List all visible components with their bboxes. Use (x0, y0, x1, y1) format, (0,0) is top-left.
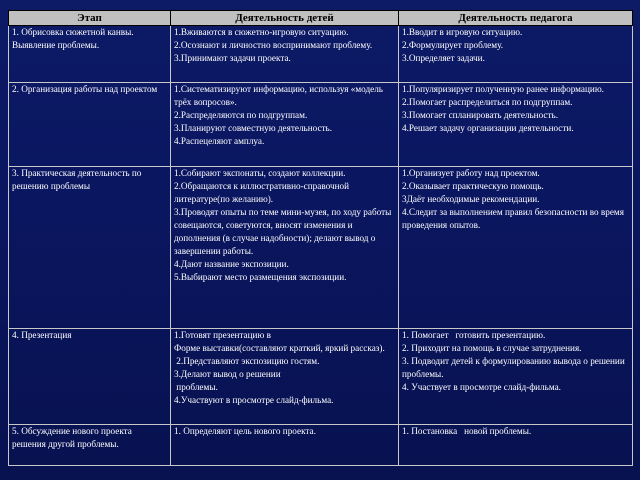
list-item: 2.Помогает распределиться по подгруппам. (402, 96, 573, 107)
list-item: 1.Популяризирует полученную ранее информацию. (402, 83, 604, 94)
list-item: 2.Формулирует проблему. (402, 40, 504, 50)
list-item: 3.Проводят опыты по теме мини-музея, по ходу работы совещаются, советуются, вносят изменения и дополнения (в случае надобности); делают вывод о завершении работы. (174, 207, 394, 257)
stage-cell: 1. Обрисовка сюжетной канвы. Выявление проблемы. (9, 26, 171, 83)
teacher-activity-cell (399, 82, 633, 167)
teacher-activity-cell (399, 26, 633, 83)
children-activity-cell (171, 328, 399, 424)
header-stage: Этап (9, 11, 171, 26)
stage-cell: 2. Организация работы над проектом (9, 82, 171, 167)
table-row (9, 328, 633, 424)
teacher-activity-cell (399, 425, 633, 466)
list-item: 4.Решает задачу организации деятельности. (402, 122, 574, 133)
list-item: 3Даёт необходимые рекомендации. (402, 194, 540, 205)
table-row (9, 82, 633, 167)
children-activity-cell (171, 82, 399, 167)
list-item: 3.Помогает спланировать деятельность. (402, 109, 558, 120)
table-row (9, 425, 633, 466)
list-item: 5.Выбирают место размещения экспозиции. (174, 272, 347, 283)
list-item: 2.Оказывает практическую помощь. (402, 181, 544, 192)
list-item: 1.Организует работу над проектом. (402, 168, 540, 179)
list-item: проблемы. (174, 381, 218, 392)
list-item: 1. Постановка новой проблемы. (402, 426, 532, 437)
list-item: 1.Готовят презентацию в (174, 329, 271, 340)
header-teacher-activity: Деятельность педагога (399, 11, 633, 26)
list-item: 3.Принимают задачи проекта. (174, 53, 291, 63)
teacher-activity-cell (399, 328, 633, 424)
stage-cell: 4. Презентация (9, 328, 171, 424)
children-activity-cell (171, 26, 399, 83)
list-item: 1. Помогает готовить презентацию. (402, 329, 546, 340)
list-item: Форме выставки(составляют краткий, яркий рассказ). (174, 342, 385, 353)
list-item: 4.Следит за выполнением правил безопасности во время проведения опытов. (402, 207, 627, 231)
children-activity-cell (171, 167, 399, 329)
list-item: 3.Планируют совместную деятельность. (174, 122, 333, 133)
header-children-activity: Деятельность детей (171, 11, 399, 26)
list-item: 3.Делают вывод о решении (174, 368, 281, 379)
list-item: 1. Определяют цель нового проекта. (174, 426, 316, 437)
teacher-activity-cell (399, 167, 633, 329)
list-item: 2. Приходит на помощь в случае затруднения. (402, 342, 582, 353)
project-stages-table (8, 10, 633, 466)
list-item: 4.Участвуют в просмотре слайд-фильма. (174, 394, 334, 405)
list-item: 2.Обращаются к иллюстративно-справочной литературе(по желанию). (174, 181, 352, 205)
list-item: 1.Вводит в игровую ситуацию. (402, 27, 523, 37)
list-item: 1.Вживаются в сюжетно-игровую ситуацию. (174, 27, 349, 37)
list-item: 2.Осознают и личностно воспринимают проблему. (174, 40, 373, 50)
header-row (9, 11, 633, 26)
table-row (9, 167, 633, 329)
list-item: 2.Представляют экспозицию гостям. (174, 355, 320, 366)
children-activity-cell (171, 425, 399, 466)
list-item: 1.Собирают экспонаты, создают коллекции. (174, 168, 346, 179)
list-item: 4. Участвует в просмотре слайд-фильма. (402, 381, 561, 392)
table-row (9, 26, 633, 83)
stage-cell: 5. Обсуждение нового проекта решения другой проблемы. (9, 425, 171, 466)
list-item: 3. Подводит детей к формулированию вывода о решении проблемы. (402, 355, 628, 379)
stage-cell: 3. Практическая деятельность по решению проблемы (9, 167, 171, 329)
list-item: 3.Определяет задачи. (402, 53, 485, 63)
list-item: 1.Систематизируют информацию, используя «модель трёх вопросов». (174, 83, 386, 107)
list-item: 4.Распецеляют амплуа. (174, 135, 265, 146)
list-item: 4.Дают название экспозиции. (174, 259, 289, 270)
list-item: 2.Распределяются по подгруппам. (174, 109, 308, 120)
